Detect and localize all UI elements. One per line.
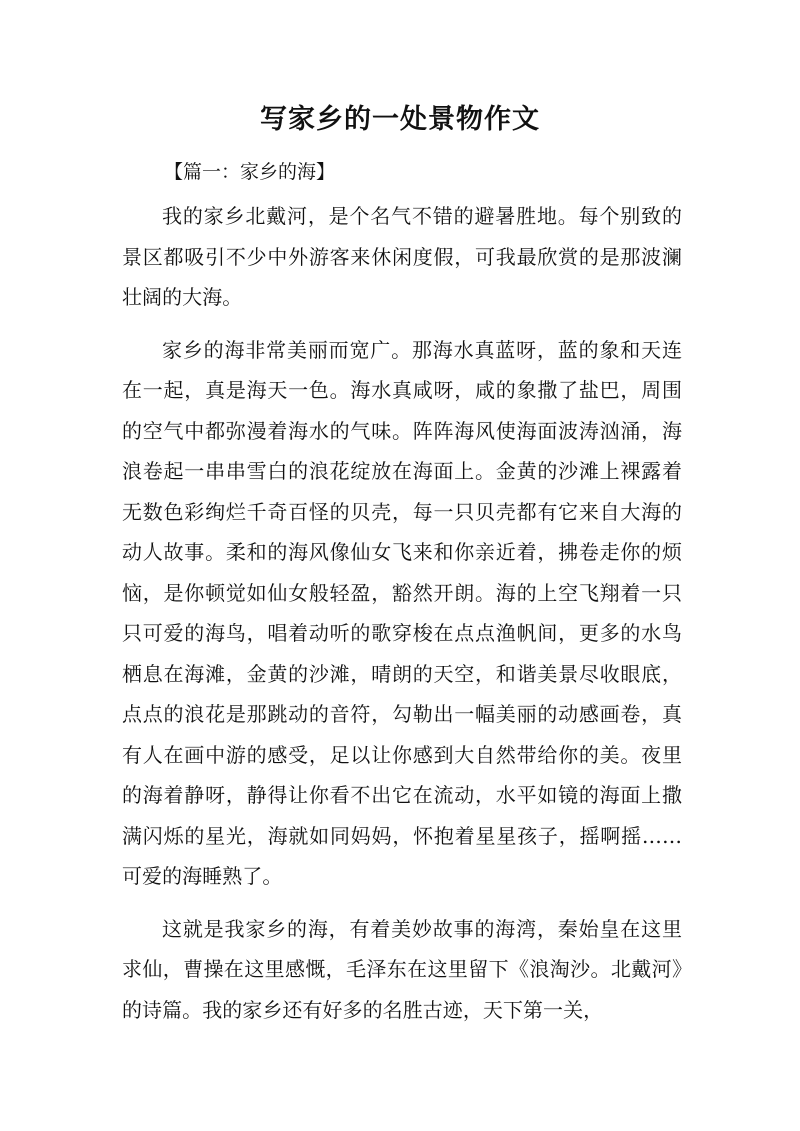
paragraph-1: 我的家乡北戴河，是个名气不错的避暑胜地。每个别致的景区都吸引不少中外游客来休闲度假，可我最欣赏的是那波澜壮阔的大海。 xyxy=(122,204,682,309)
paragraph-2: 家乡的海非常美丽而宽广。那海水真蓝呀，蓝的象和天连在一起，真是海天一色。海水真咸呀，咸的象撒了盐巴，周围的空气中都弥漫着海水的气味。阵阵海风使海面波涛汹涌，海浪卷起一串串雪白的浪花绽放在海面上。金黄的沙滩上裸露着无数色彩绚烂千奇百怪的贝壳，每一只贝壳都有它来自大海的动人故事。柔和的海风像仙女飞来和你亲近着，拂卷走你的烦恼，是你顿觉如仙女般轻盈，豁然开朗。海的上空飞翔着一只只可爱的海鸟，唱着动听的歌穿梭在点点渔帆间，更多的水鸟栖息在海滩，金黄的沙滩，晴朗的天空，和谐美景尽收眼底，点点的浪花是那跳动的音符，勾勒出一幅美丽的动感画卷，真有人在画中游的感受，足以让你感到大自然带给你的美。夜里的海着静呀，静得让你看不出它在流动，水平如镜的海面上撒满闪烁的星光，海就如同妈妈，怀抱着星星孩子，摇啊摇……可爱的海睡熟了。 xyxy=(122,337,682,888)
paragraph-3: 这就是我家乡的海，有着美妙故事的海湾，秦始皇在这里求仙，曹操在这里感慨，毛泽东在这里留下《浪淘沙。北戴河》的诗篇。我的家乡还有好多的名胜古迹，天下第一关， xyxy=(122,916,682,1022)
article-body xyxy=(122,196,682,1042)
section-heading: 【篇一：家乡的海】 xyxy=(164,161,336,183)
document-title: 写家乡的一处景物作文 xyxy=(260,104,540,135)
